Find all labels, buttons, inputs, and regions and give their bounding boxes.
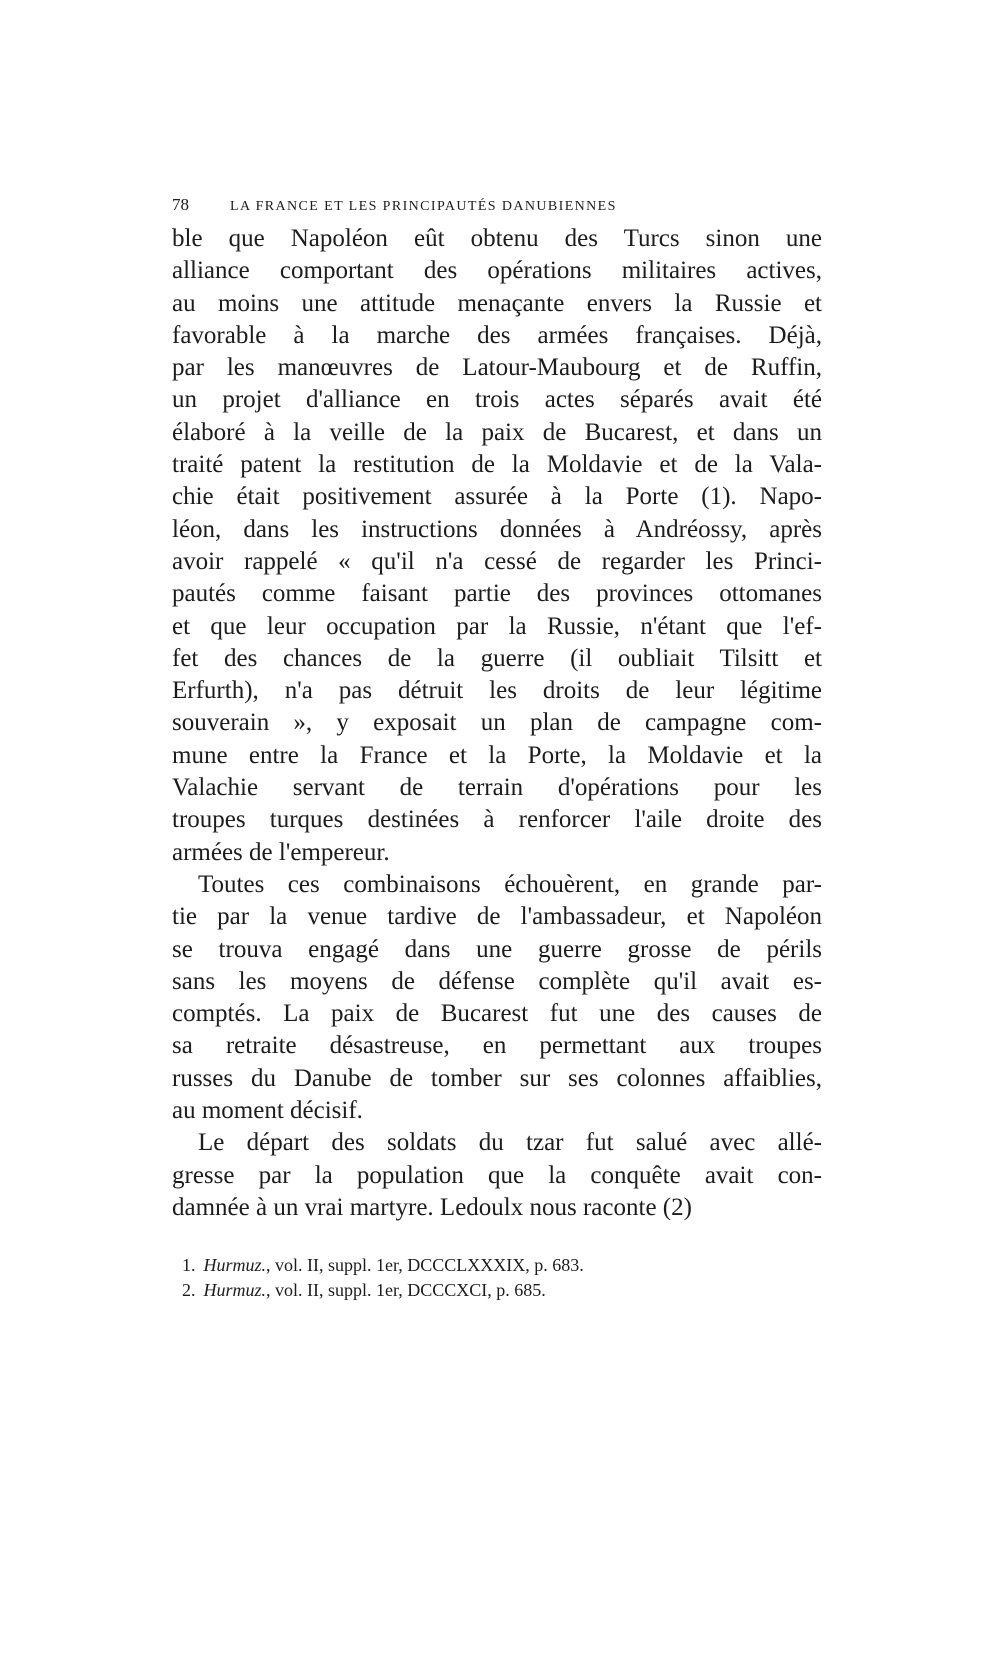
text-line: au moment décisif.	[172, 1097, 363, 1125]
paragraph	[172, 1127, 822, 1224]
text-line: comptés. La paix de Bucarest fut une des causes de	[172, 1000, 822, 1028]
paragraph	[172, 223, 822, 869]
text-line: pautés comme faisant partie des provinces ottomanes	[172, 580, 822, 608]
text-line: fet des chances de la guerre (il oubliait Tilsitt et	[172, 644, 822, 672]
footnote-2	[172, 1278, 822, 1303]
text-line: Toutes ces combinaisons échouèrent, en grande par-	[198, 870, 822, 898]
text-line: tie par la venue tardive de l'ambassadeur, et Napoléon	[172, 903, 822, 931]
text-line: alliance comportant des opérations militaires actives,	[172, 257, 822, 285]
footnote-1	[172, 1253, 822, 1278]
text-line: ble que Napoléon eût obtenu des Turcs sinon une	[172, 225, 822, 252]
text-line: russes du Danube de tomber sur ses colonnes affaiblies,	[172, 1064, 822, 1092]
text-line: mune entre la France et la Porte, la Moldavie et la	[172, 741, 822, 769]
text-line: chie était positivement assurée à la Porte (1). Napo-	[172, 483, 822, 511]
text-line: traité patent la restitution de la Moldavie et de la Vala-	[172, 451, 822, 479]
text-line: sans les moyens de défense complète qu'il avait es-	[172, 967, 822, 995]
text-line: et que leur occupation par la Russie, n'étant que l'ef-	[172, 612, 822, 640]
text-line: gresse par la population que la conquête avait con-	[172, 1161, 822, 1189]
text-line: Erfurth), n'a pas détruit les droits de leur légitime	[172, 677, 822, 705]
text-line: au moins une attitude menaçante envers la Russie et	[172, 289, 822, 317]
running-head	[172, 195, 822, 221]
footnote-author: Hurmuz.	[203, 1255, 267, 1276]
footnotes	[172, 1253, 822, 1303]
text-line: sa retraite désastreuse, en permettant aux troupes	[172, 1032, 822, 1060]
text-line: Le départ des soldats du tzar fut salué avec allé-	[198, 1129, 822, 1157]
text-line: élaboré à la veille de la paix de Bucarest, et dans un	[172, 418, 822, 446]
footnote-reference: , vol. II, suppl. 1er, DCCCXCI, p. 685.	[266, 1280, 546, 1301]
text-line: avoir rappelé « qu'il n'a cessé de regarder les Princi-	[172, 547, 822, 575]
footnote-author: Hurmuz.	[203, 1280, 267, 1301]
text-line: léon, dans les instructions données à Andréossy, après	[172, 515, 822, 543]
text-line: souverain », y exposait un plan de campagne com-	[172, 709, 822, 737]
page-number: 78	[172, 195, 189, 214]
text-line: par les manœuvres de Latour-Maubourg et de Ruffin,	[172, 354, 822, 382]
text-line: troupes turques destinées à renforcer l'aile droite des	[172, 806, 822, 834]
footnote-reference: , vol. II, suppl. 1er, DCCCLXXXIX, p. 683.	[266, 1255, 584, 1276]
footnote-number: 1.	[182, 1255, 196, 1276]
body-text	[172, 223, 822, 1224]
text-line: se trouva engagé dans une guerre grosse de périls	[172, 935, 822, 963]
running-title: LA FRANCE ET LES PRINCIPAUTÉS DANUBIENNES	[230, 199, 617, 214]
footnote-number: 2.	[182, 1280, 196, 1301]
text-line: damnée à un vrai martyre. Ledoulx nous raconte (2)	[172, 1193, 692, 1221]
paragraph	[172, 869, 822, 1127]
book-page	[172, 195, 822, 1303]
text-line: favorable à la marche des armées françaises. Déjà,	[172, 321, 822, 349]
text-line: armées de l'empereur.	[172, 838, 390, 866]
text-line: Valachie servant de terrain d'opérations pour les	[172, 774, 822, 802]
text-line: un projet d'alliance en trois actes séparés avait été	[172, 386, 822, 414]
